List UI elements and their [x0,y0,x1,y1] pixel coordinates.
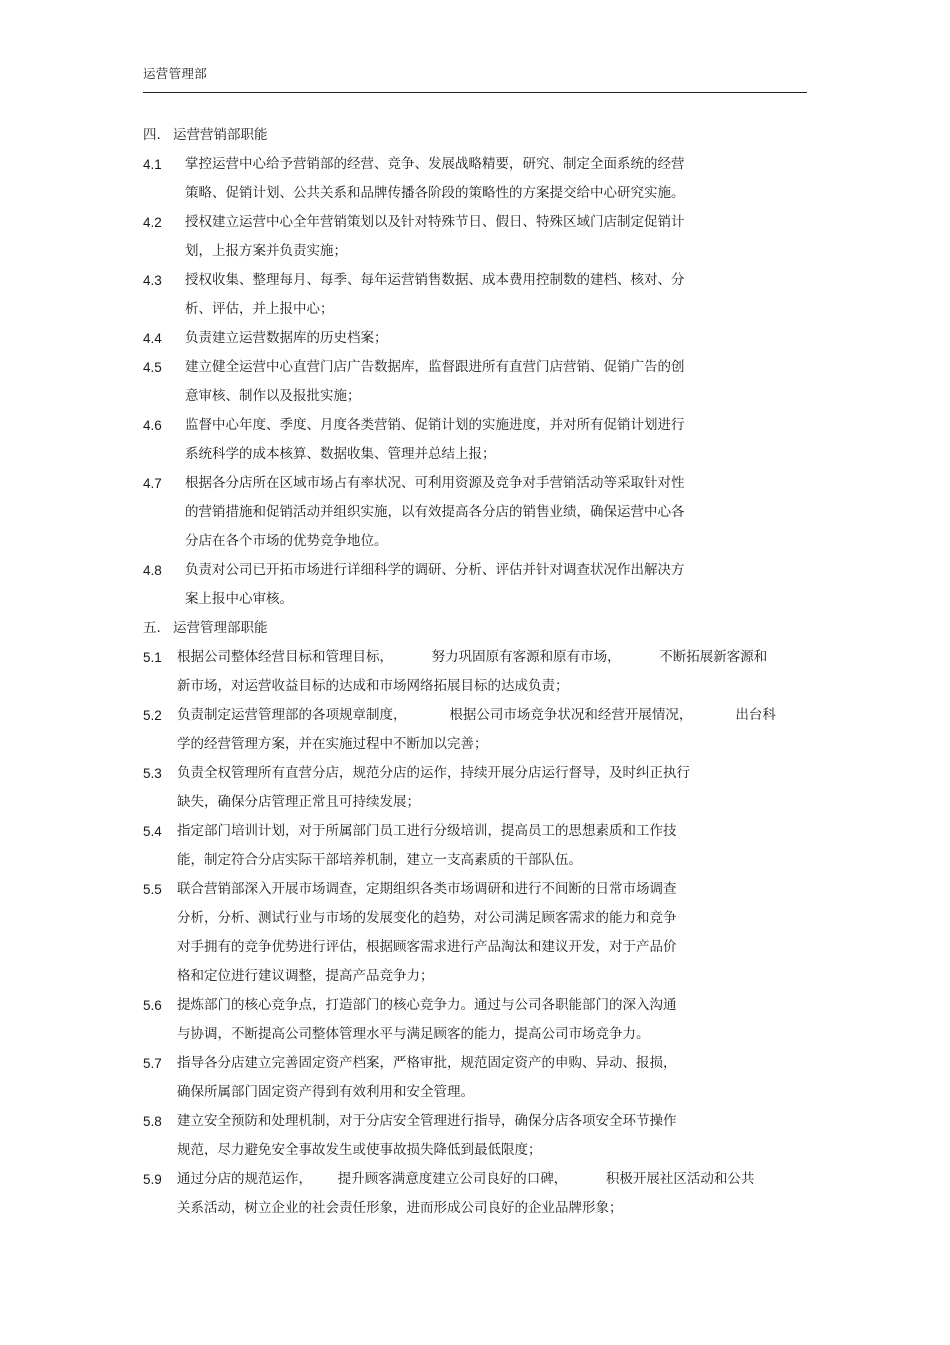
item-text: 的营销措施和促销活动并组织实施，以有效提高各分店的销售业绩，确保运营中心各 [185,504,685,520]
item-text: 负责对公司已开拓市场进行详细科学的调研、分析、评估并针对调查状况作出解决方 [185,562,685,578]
section-heading [143,614,823,643]
item-text: 意审核、制作以及报批实施； [185,388,361,404]
item-text: 联合营销部深入开展市场调查，定期组织各类市场调研和进行不间断的日常市场调查 [177,881,677,897]
list-item [143,150,823,179]
item-number: 5.8 [143,1114,162,1129]
list-item-continuation [143,1194,823,1223]
item-text: 根据公司整体经营目标和管理目标， 努力巩固原有客源和原有市场， 不断拓展新客源和 [177,649,768,665]
section-number: 五. [143,620,161,636]
list-item-continuation [143,933,823,962]
item-text: 建立健全运营中心直营门店广告数据库，监督跟进所有直营门店营销、促销广告的创 [185,359,685,375]
item-text: 划，上报方案并负责实施； [185,243,347,259]
item-text: 对手拥有的竞争优势进行评估，根据顾客需求进行产品淘汰和建议开发，对于产品价 [177,939,677,955]
item-text: 指导各分店建立完善固定资产档案，严格审批，规范固定资产的申购、异动、报损， [177,1055,677,1071]
list-item [143,324,823,353]
item-text: 通过分店的规范运作， 提升顾客满意度建立公司良好的口碑， 积极开展社区活动和公共 [177,1171,755,1187]
list-item [143,875,823,904]
item-text: 负责制定运营管理部的各项规章制度， 根据公司市场竞争状况和经营开展情况， 出台科 [177,707,776,723]
item-text: 系统科学的成本核算、数据收集、管理并总结上报； [185,446,496,462]
item-text: 监督中心年度、季度、月度各类营销、促销计划的实施进度，并对所有促销计划进行 [185,417,685,433]
list-item [143,759,823,788]
item-number: 4.5 [143,360,162,375]
section-4-items [143,150,823,614]
item-text: 授权建立运营中心全年营销策划以及针对特殊节日、假日、特殊区域门店制定促销计 [185,214,685,230]
item-number: 4.2 [143,215,162,230]
header-title: 运营管理部 [143,66,208,81]
item-number: 5.2 [143,708,162,723]
list-item [143,1107,823,1136]
item-text: 分析，分析、测试行业与市场的发展变化的趋势，对公司满足顾客需求的能力和竞争 [177,910,677,926]
list-item-continuation [143,962,823,991]
item-number: 5.1 [143,650,162,665]
item-text: 规范，尽力避免安全事故发生或使事故损失降低到最低限度； [177,1142,542,1158]
item-text: 与协调，不断提高公司整体管理水平与满足顾客的能力，提高公司市场竞争力。 [177,1026,650,1042]
list-item [143,991,823,1020]
list-item-continuation [143,1136,823,1165]
item-number: 5.9 [143,1172,162,1187]
list-item-continuation [143,788,823,817]
section-title: 运营营销部职能 [173,127,268,143]
section-5-items [143,643,823,1223]
item-text: 指定部门培训计划，对于所属部门员工进行分级培训，提高员工的思想素质和工作技 [177,823,677,839]
document-body [143,121,823,1223]
list-item [143,266,823,295]
item-number: 4.3 [143,273,162,288]
item-text: 分店在各个市场的优势竞争地位。 [185,533,388,549]
item-text: 策略、促销计划、公共关系和品牌传播各阶段的策略性的方案提交给中心研究实施。 [185,185,685,201]
item-text: 负责建立运营数据库的历史档案； [185,330,388,346]
list-item [143,1049,823,1078]
item-text: 提炼部门的核心竞争点，打造部门的核心竞争力。通过与公司各职能部门的深入沟通 [177,997,677,1013]
item-text: 确保所属部门固定资产得到有效利用和安全管理。 [177,1084,474,1100]
section-heading [143,121,823,150]
item-number: 4.1 [143,157,162,172]
item-text: 新市场，对运营收益目标的达成和市场网络拓展目标的达成负责； [177,678,569,694]
list-item [143,469,823,498]
list-item-continuation [143,440,823,469]
item-text: 负责全权管理所有直营分店，规范分店的运作，持续开展分店运行督导，及时纠正执行 [177,765,690,781]
item-number: 5.7 [143,1056,162,1071]
item-number: 4.4 [143,331,162,346]
item-text: 析、评估，并上报中心； [185,301,334,317]
item-number: 5.6 [143,998,162,1013]
list-item-continuation [143,846,823,875]
list-item [143,411,823,440]
item-text: 格和定位进行建议调整，提高产品竞争力； [177,968,434,984]
list-item-continuation [143,904,823,933]
item-text: 授权收集、整理每月、每季、每年运营销售数据、成本费用控制数的建档、核对、分 [185,272,685,288]
list-item-continuation [143,179,823,208]
section-title: 运营管理部职能 [173,620,268,636]
list-item-continuation [143,585,823,614]
item-text: 能，制定符合分店实际干部培养机制，建立一支高素质的干部队伍。 [177,852,582,868]
list-item-continuation [143,730,823,759]
item-text: 掌控运营中心给予营销部的经营、竞争、发展战略精要，研究、制定全面系统的经营 [185,156,685,172]
list-item-continuation [143,527,823,556]
page-header [143,66,807,93]
item-text: 案上报中心审核。 [185,591,293,607]
item-number: 5.3 [143,766,162,781]
item-number: 5.5 [143,882,162,897]
list-item [143,817,823,846]
item-number: 4.6 [143,418,162,433]
list-item-continuation [143,498,823,527]
item-text: 缺失，确保分店管理正常且可持续发展； [177,794,420,810]
list-item-continuation [143,1020,823,1049]
item-number: 4.7 [143,476,162,491]
list-item-continuation [143,672,823,701]
item-text: 学的经营管理方案，并在实施过程中不断加以完善； [177,736,488,752]
list-item [143,556,823,585]
item-text: 根据各分店所在区域市场占有率状况、可利用资源及竞争对手营销活动等采取针对性 [185,475,685,491]
list-item [143,643,823,672]
list-item-continuation [143,382,823,411]
item-text: 关系活动，树立企业的社会责任形象，进而形成公司良好的企业品牌形象； [177,1200,623,1216]
list-item-continuation [143,237,823,266]
item-number: 5.4 [143,824,162,839]
list-item [143,1165,823,1194]
list-item [143,353,823,382]
item-text: 建立安全预防和处理机制，对于分店安全管理进行指导，确保分店各项安全环节操作 [177,1113,677,1129]
list-item [143,208,823,237]
list-item [143,701,823,730]
list-item-continuation [143,1078,823,1107]
item-number: 4.8 [143,563,162,578]
section-number: 四. [143,127,161,143]
list-item-continuation [143,295,823,324]
